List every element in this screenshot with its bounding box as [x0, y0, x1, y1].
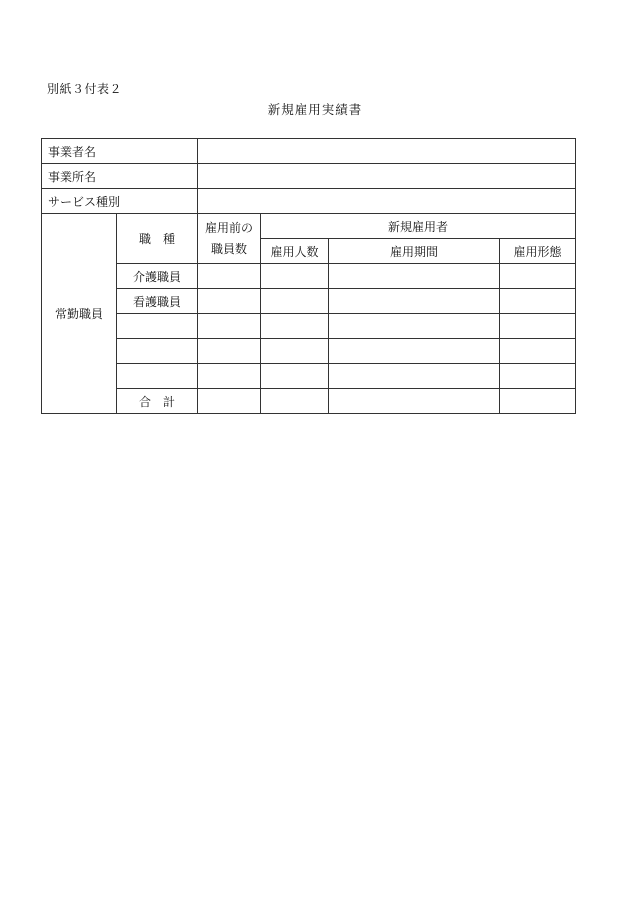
- hiring-record-table: [41, 138, 576, 414]
- hire-period-cell[interactable]: [329, 339, 500, 364]
- prior-count-cell[interactable]: [198, 339, 261, 364]
- service-type-field[interactable]: [198, 189, 576, 214]
- office-name-label: 事業所名: [42, 164, 198, 189]
- prior-staff-header-line1: 雇用前の: [205, 220, 254, 235]
- hire-count-cell[interactable]: [261, 314, 329, 339]
- total-hire-count-cell[interactable]: [261, 389, 329, 414]
- job-type-cell[interactable]: [117, 364, 198, 389]
- total-hire-period-cell[interactable]: [329, 389, 500, 414]
- hire-period-cell[interactable]: [329, 289, 500, 314]
- hire-form-header: 雇用形態: [500, 239, 576, 264]
- table-row: [42, 289, 576, 314]
- company-name-label: 事業者名: [42, 139, 198, 164]
- job-type-cell[interactable]: [117, 339, 198, 364]
- service-type-label: サービス種別: [42, 189, 198, 214]
- attachment-label: 別紙３付表２: [47, 82, 123, 96]
- hire-period-cell[interactable]: [329, 364, 500, 389]
- total-label: 合 計: [117, 389, 198, 414]
- company-name-field[interactable]: [198, 139, 576, 164]
- prior-count-cell[interactable]: [198, 314, 261, 339]
- full-time-staff-label: 常勤職員: [42, 214, 117, 414]
- job-type-cell[interactable]: [117, 314, 198, 339]
- total-row: [42, 389, 576, 414]
- hire-period-cell[interactable]: [329, 314, 500, 339]
- hire-form-cell[interactable]: [500, 289, 576, 314]
- job-type-cell: 看護職員: [117, 289, 198, 314]
- job-type-cell: 介護職員: [117, 264, 198, 289]
- hire-form-cell[interactable]: [500, 339, 576, 364]
- prior-count-cell[interactable]: [198, 364, 261, 389]
- total-hire-form-cell[interactable]: [500, 389, 576, 414]
- hire-count-cell[interactable]: [261, 264, 329, 289]
- hire-count-header: 雇用人数: [261, 239, 329, 264]
- prior-count-cell[interactable]: [198, 264, 261, 289]
- info-row-service: [42, 189, 576, 214]
- hire-form-cell[interactable]: [500, 264, 576, 289]
- prior-staff-header-line2: 職員数: [211, 241, 248, 256]
- hire-count-cell[interactable]: [261, 364, 329, 389]
- hire-count-cell[interactable]: [261, 289, 329, 314]
- office-name-field[interactable]: [198, 164, 576, 189]
- hire-count-cell[interactable]: [261, 339, 329, 364]
- prior-count-cell[interactable]: [198, 289, 261, 314]
- total-prior-count-cell[interactable]: [198, 389, 261, 414]
- table-row: [42, 364, 576, 389]
- table-row: [42, 264, 576, 289]
- info-row-company: [42, 139, 576, 164]
- document-title: 新規雇用実績書: [267, 102, 363, 117]
- job-type-header: 職 種: [117, 214, 198, 264]
- prior-staff-header: [198, 214, 261, 264]
- table-row: [42, 339, 576, 364]
- new-hires-header: 新規雇用者: [261, 214, 576, 239]
- hire-period-cell[interactable]: [329, 264, 500, 289]
- table-row: [42, 314, 576, 339]
- info-row-office: [42, 164, 576, 189]
- hire-form-cell[interactable]: [500, 314, 576, 339]
- hire-period-header: 雇用期間: [329, 239, 500, 264]
- hire-form-cell[interactable]: [500, 364, 576, 389]
- staff-header-row-1: [42, 214, 576, 239]
